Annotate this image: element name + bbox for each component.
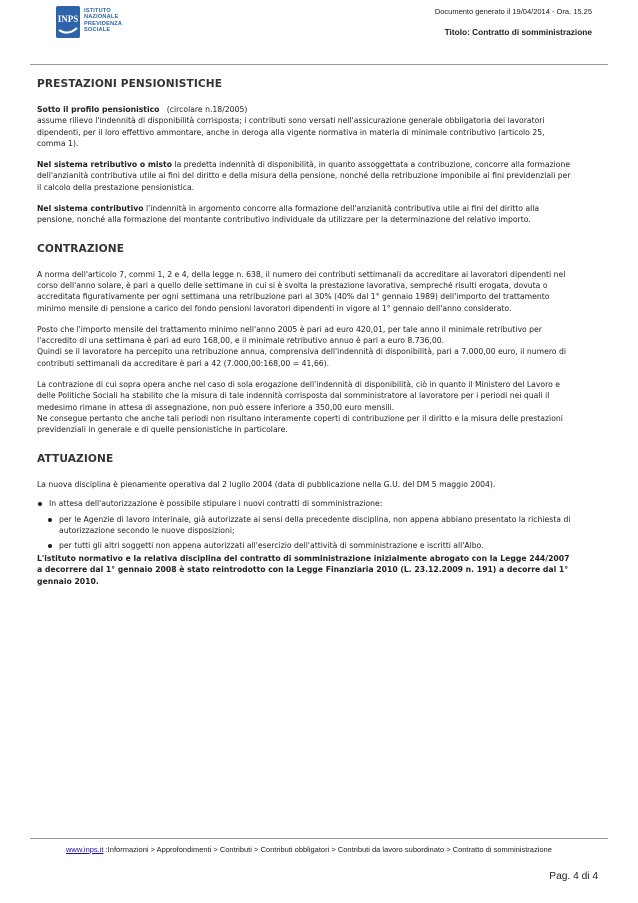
paragraph — [37, 104, 575, 149]
paragraph-text: assume rilievo l'indennità di disponibilità corrisposta; i contributi sono versati nell'assicurazione generale obbligatoria dei lavoratori dipendenti, per il loro effettivo ammontare, anche in deroga alla vigente normativa in materia di minimale contributivo (articolo 25, comma 1). — [37, 116, 545, 148]
bold-lead: Nel sistema retributivo o misto — [37, 160, 173, 170]
circular-ref: (circolare n.18/2005) — [166, 105, 248, 114]
list-item-text: per le Agenzie di lavoro interinale, già autorizzate ai sensi della precedente disciplina, non appena abbiano presentato la richiesta di autorizzazione secondo le nuove disposizioni; — [59, 515, 571, 536]
bullet-icon — [48, 544, 52, 548]
generated-date: Documento generato il 19/04/2014 - Ora. 15.25 — [434, 7, 592, 16]
breadcrumb-path: :Informazioni > Approfondimenti > Contributi > Contributi obbligatori > Contributi da lavoro subordinato > Contratto di somministrazione — [103, 845, 552, 854]
paragraph — [37, 379, 575, 435]
logo-line: PREVIDENZA — [84, 20, 123, 27]
list-item — [37, 540, 575, 551]
paragraph — [37, 159, 575, 193]
list-item — [37, 514, 575, 537]
document-title: Titolo: Contratto di somministrazione — [444, 27, 592, 37]
section-heading-contrazione: CONTRAZIONE — [37, 242, 125, 255]
bullet-list — [37, 498, 575, 509]
paragraph: A norma dell'articolo 7, commi 1, 2 e 4, della legge n. 638, il numero dei contributi settimanali da accreditare ai lavoratori dipendenti nel corso dell'anno solare, è pari a quello delle settimane in cui si è svolta la prestazione lavorativa, sempreché risulti erogata, dovuta o accreditata figurativamente per ogni settimana una retribuzione pari al 30% (40% dal 1° gennaio 1989) dell'importo del trattamento minimo mensile di pensione a carico del fondo pensioni lavoratori dipendenti in vigore al 1° gennaio dell'anno considerato. — [37, 269, 566, 313]
document-body — [37, 70, 575, 587]
paragraph-text: Posto che l'importo mensile del trattamento minimo nell'anno 2005 è pari ad euro 420,01, per tale anno il minimale retributivo per l'accredito di una settimana è pari ad euro 168,00, e il minimale retributivo annuo è pari a euro 8.736,00. — [37, 324, 542, 346]
footer-breadcrumb — [66, 845, 566, 855]
closing-note — [37, 553, 575, 587]
inps-logo — [56, 6, 196, 38]
section-heading-prestazioni: PRESTAZIONI PENSIONISTICHE — [37, 78, 223, 90]
inps-logo-mark-icon — [56, 6, 80, 38]
inps-logo-wordmark — [84, 8, 122, 34]
logo-line: ISTITUTO — [84, 8, 111, 14]
paragraph: La nuova disciplina è pienamente operativa dal 2 luglio 2004 (data di pubblicazione nella G.U. del DM 5 maggio 2004). — [37, 479, 496, 489]
paragraph-text: l'indennità in argomento concorre alla formazione dell'anzianità contributiva utile ai fini del diritto alla pensione, nonché alla formazione del montante contributivo individuale da utilizzare per la determinazione del relativo importo. — [37, 204, 540, 225]
svg-text:INPS: INPS — [57, 14, 79, 24]
paragraph-text: Ne consegue pertanto che anche tali periodi non risultano interamente coperti di contribuzione per il diritto e la misura delle prestazioni previdenziali in generale e di quelle pensionistiche in particolare. — [37, 413, 563, 435]
paragraph — [37, 324, 575, 369]
bullet-icon — [48, 518, 52, 522]
logo-line: SOCIALE — [84, 27, 111, 34]
list-item-text: In attesa dell'autorizzazione è possibile stipulare i nuovi contratti di somministrazione: — [49, 498, 383, 508]
list-item — [37, 498, 575, 509]
section-heading-attuazione: ATTUAZIONE — [37, 452, 114, 465]
bold-lead: Nel sistema contributivo — [37, 204, 144, 214]
footer-divider — [30, 838, 608, 839]
paragraph-text: Quindi se il lavoratore ha percepito una retribuzione annua, comprensiva dell'indennità di disponibilità, pari a 7.000,00 euro, il numero di contributi settimanali da accreditare è pari a 42 (7.000,00:168,00 = 41,66). — [37, 347, 566, 368]
paragraph — [37, 203, 575, 226]
header-divider — [30, 64, 608, 65]
paragraph-text: La contrazione di cui sopra opera anche nel caso di sola erogazione dell'indennità di disponibilità, ciò in quanto il Ministero del Lavoro e delle Politiche Sociali ha stabilito che la misura di tale indennità corrisposta dal somministratore al lavoratore per i periodi nei quali il medesimo rimane in attesa di assegnazione, non può essere inferiore a 350,00 euro mensili. — [37, 380, 561, 412]
inps-link[interactable]: www.inps.it — [66, 845, 104, 854]
sub-bullet-list — [37, 514, 575, 551]
logo-line: NAZIONALE — [84, 14, 119, 21]
paragraph-text: la predetta indennità di disponibilità, in quanto assoggettata a contribuzione, concorre alla formazione dell'anzianità contributiva utile ai fini del diritto e della misura della pensione, nonché della retribuzione imponibile ai fini previdenziali per il calcolo della prestazione pensionistica. — [37, 160, 571, 192]
list-item-text: per tutti gli altri soggetti non appena autorizzati all'esercizio dell'attività di somministrazione e iscritti all'Albo. — [59, 540, 484, 550]
bullet-icon — [38, 502, 42, 506]
bold-lead: Sotto il profilo pensionistico — [37, 105, 160, 114]
closing-note-text: L'istituto normativo e la relativa disciplina del contratto di somministrazione inizialmente abrogato con la Legge 244/2007 a decorrere dal 1° gennaio 2008 è stato reintrodotto con la Legge Finanziaria 2010 (L. 23.12.2009 n. 191) a decorre dal 1° gennaio 2010. — [37, 554, 570, 586]
page-number: Pag. 4 di 4 — [549, 871, 598, 882]
